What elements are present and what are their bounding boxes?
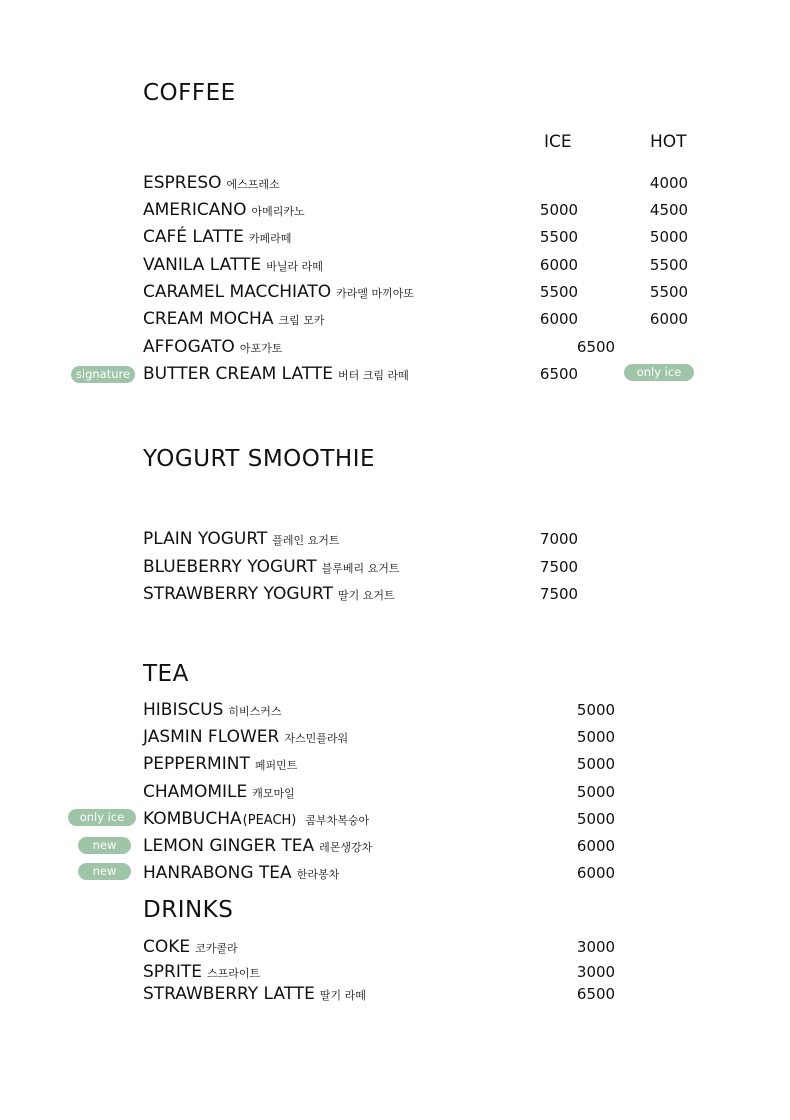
coffee-title: COFFEE: [143, 80, 236, 106]
menu-item-espresso: ESPRESO 에스프레소: [143, 173, 280, 193]
price: 3000: [576, 938, 616, 956]
menu-item-kombucha: KOMBUCHA(PEACH) 콤부차복숭아: [143, 809, 370, 829]
only-ice-badge: only ice: [68, 809, 136, 826]
price: 7000: [539, 530, 579, 548]
menu-item-hanrabong-tea: HANRABONG TEA 한라봉차: [143, 863, 340, 883]
price: 6500: [576, 985, 616, 1003]
menu-item-cafe-latte: CAFÉ LATTE 카페라떼: [143, 227, 292, 247]
price: 5000: [576, 701, 616, 719]
price-ice: 6000: [539, 310, 579, 328]
menu-item-jasmin-flower: JASMIN FLOWER 자스민플라워: [143, 727, 349, 747]
new-badge: new: [78, 837, 131, 854]
menu-item-strawberry-latte: STRAWBERRY LATTE 딸기 라떼: [143, 984, 366, 1004]
menu-item-hibiscus: HIBISCUS 히비스커스: [143, 700, 282, 720]
menu-item-americano: AMERICANO 아메리카노: [143, 200, 305, 220]
yogurt-title: YOGURT SMOOTHIE: [143, 446, 376, 472]
menu-item-sprite: SPRITE 스프라이트: [143, 962, 261, 982]
price-ice: 5500: [539, 283, 579, 301]
menu-item-cream-mocha: CREAM MOCHA 크림 모카: [143, 309, 325, 329]
price-hot: 5000: [649, 228, 689, 246]
only-ice-badge: only ice: [624, 364, 694, 381]
price: 7500: [539, 585, 579, 603]
price: 5000: [576, 810, 616, 828]
menu-item-affogato: AFFOGATO 아포가토: [143, 337, 283, 357]
price-ice: 5000: [539, 201, 579, 219]
price: 6000: [576, 837, 616, 855]
price: 6500: [576, 338, 616, 356]
price: 5000: [576, 728, 616, 746]
menu-item-chamomile: CHAMOMILE 캐모마일: [143, 782, 295, 802]
price-hot: 4000: [649, 174, 689, 192]
drinks-title: DRINKS: [143, 897, 234, 923]
price-ice: 6500: [539, 365, 579, 383]
ice-column-header: ICE: [544, 132, 572, 152]
price-ice: 5500: [539, 228, 579, 246]
hot-column-header: HOT: [650, 132, 687, 152]
price-hot: 6000: [649, 310, 689, 328]
menu-item-caramel-macchiato: CARAMEL MACCHIATO 카라멜 마끼아또: [143, 282, 415, 302]
menu-item-plain-yogurt: PLAIN YOGURT 플레인 요거트: [143, 529, 340, 549]
signature-badge: signature: [71, 366, 135, 383]
price: 7500: [539, 558, 579, 576]
menu-item-strawberry-yogurt: STRAWBERRY YOGURT 딸기 요거트: [143, 584, 395, 604]
price: 3000: [576, 963, 616, 981]
price-ice: 6000: [539, 256, 579, 274]
price-hot: 4500: [649, 201, 689, 219]
price: 5000: [576, 783, 616, 801]
price-hot: 5500: [649, 283, 689, 301]
price: 6000: [576, 864, 616, 882]
price-hot: 5500: [649, 256, 689, 274]
menu-item-coke: COKE 코카콜라: [143, 937, 238, 957]
menu-item-lemon-ginger-tea: LEMON GINGER TEA 레몬생강차: [143, 836, 373, 856]
menu-item-butter-cream-latte: BUTTER CREAM LATTE 버터 크림 라떼: [143, 364, 409, 384]
new-badge: new: [78, 863, 131, 880]
price: 5000: [576, 755, 616, 773]
menu-item-vanila-latte: VANILA LATTE 바닐라 라떼: [143, 255, 323, 275]
tea-title: TEA: [143, 661, 189, 687]
menu-item-peppermint: PEPPERMINT 페퍼민트: [143, 754, 298, 774]
menu-item-blueberry-yogurt: BLUEBERRY YOGURT 블루베리 요거트: [143, 557, 400, 577]
